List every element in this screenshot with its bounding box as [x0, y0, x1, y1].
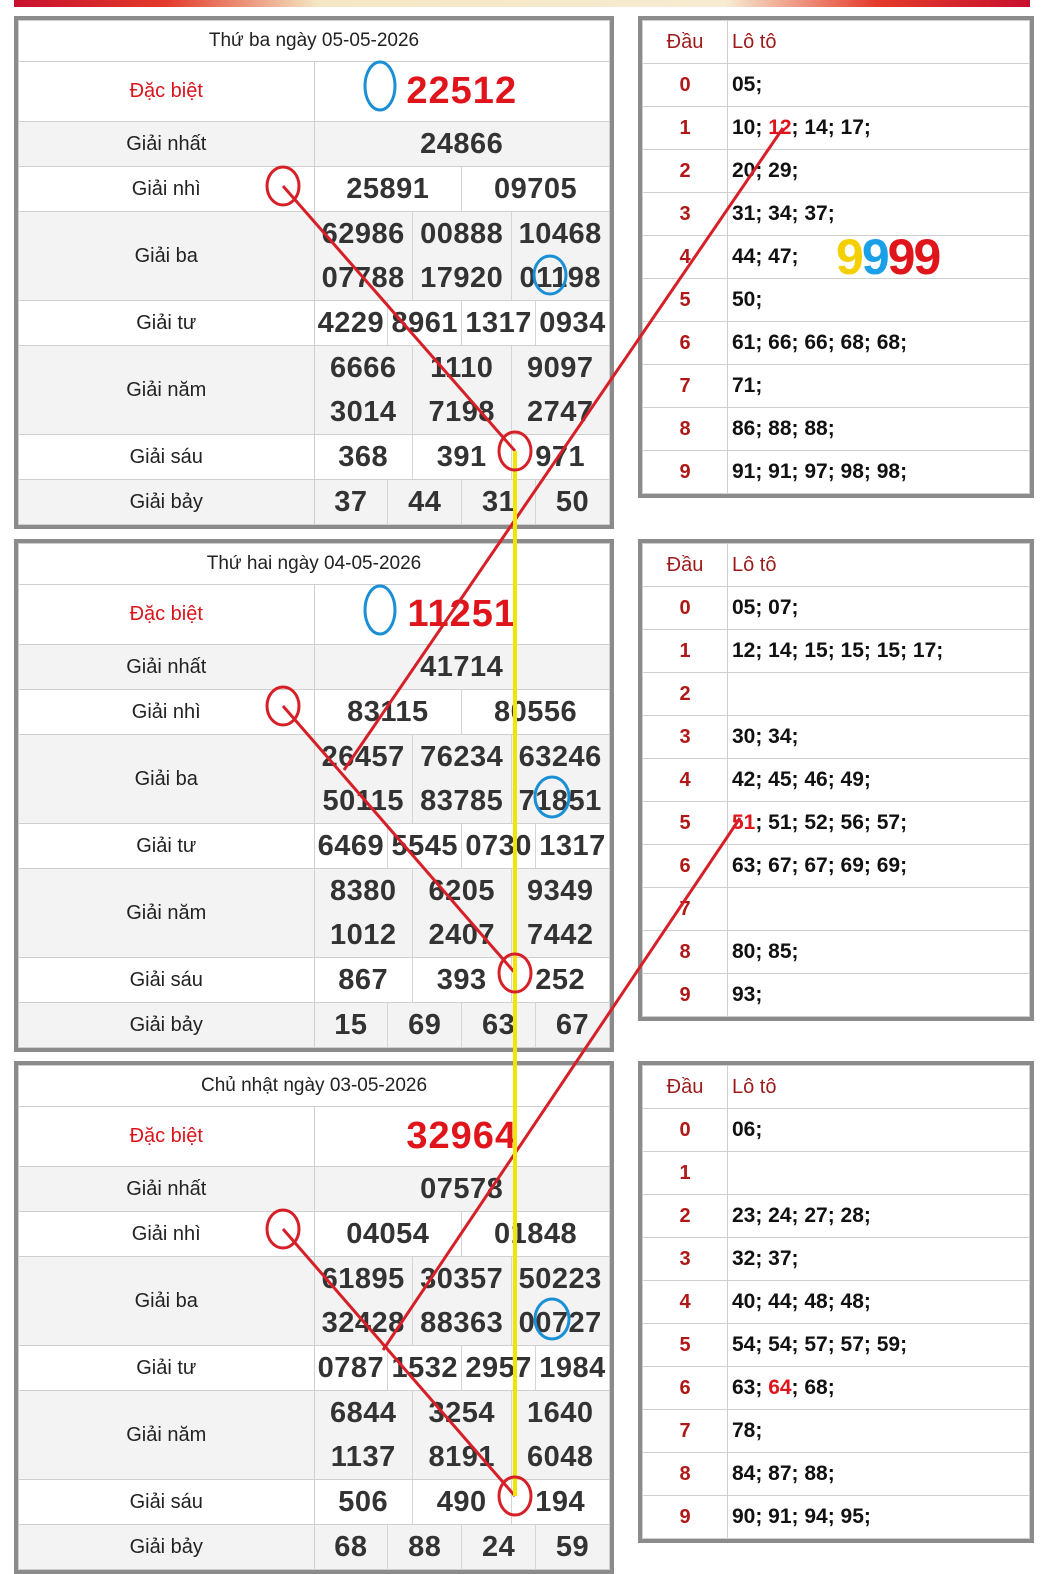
prize-label: Giải tư: [19, 301, 315, 346]
prize-number: 24: [482, 1530, 516, 1563]
loto-label: Lô tô: [728, 21, 1030, 64]
prize-number: 63246: [518, 740, 602, 773]
prize-number: 1137: [330, 1440, 396, 1473]
prize-number: 1110: [430, 351, 494, 384]
loto-head: 4: [643, 759, 728, 802]
prize-number: 6205: [428, 874, 495, 907]
prize-number: 6666: [329, 351, 397, 384]
prize-number: 7442: [526, 918, 594, 951]
prize-number: 393: [436, 963, 487, 996]
prize-number: 10468: [518, 217, 602, 250]
loto-head: 3: [643, 193, 728, 236]
prize-number: 44: [408, 485, 442, 518]
loto-head: 8: [643, 1453, 728, 1496]
loto-head: 9: [643, 1496, 728, 1539]
prize-number: 9097: [526, 351, 594, 384]
loto-values: [728, 1152, 1030, 1195]
prize-number: 71851: [518, 784, 602, 817]
prize-label: Giải năm: [19, 346, 315, 435]
loto-values: 86; 88; 88;: [728, 408, 1030, 451]
prize-number: 0787: [317, 1351, 385, 1384]
loto-head: 1: [643, 630, 728, 673]
loto-values: 84; 87; 88;: [728, 1453, 1030, 1496]
prize-number: 04054: [346, 1217, 430, 1250]
prize-number: 83785: [420, 784, 504, 817]
special-prize: 22512: [406, 70, 518, 112]
prize-number: 80556: [494, 695, 578, 728]
loto-head: 5: [643, 802, 728, 845]
head-label: Đầu: [643, 21, 728, 64]
prize-number: 1317: [539, 829, 606, 862]
prize-number: 5545: [391, 829, 459, 862]
loto-values: 61; 66; 66; 68; 68;: [728, 322, 1030, 365]
prize-number: 8191: [428, 1440, 495, 1473]
prize-number: 01198: [519, 261, 602, 294]
prize-number: 88: [408, 1530, 442, 1563]
results-table: [14, 1061, 614, 1574]
loto-values: 06;: [728, 1109, 1030, 1152]
prize-label: Giải nhất: [19, 645, 315, 690]
prize-number: 0730: [465, 829, 532, 862]
loto-head: 6: [643, 1367, 728, 1410]
prize-label: Giải nhì: [19, 1212, 315, 1257]
prize-label: Đặc biệt: [19, 585, 315, 645]
prize-number: 1012: [329, 918, 397, 951]
loto-values: 63; 67; 67; 69; 69;: [728, 845, 1030, 888]
prize-number: 63: [482, 1008, 516, 1041]
draw-date: Thứ hai ngày 04-05-2026: [19, 544, 610, 585]
prize-number: 252: [535, 963, 586, 996]
prize-label: Giải sáu: [19, 958, 315, 1003]
highlighted-loto: 51: [732, 811, 756, 834]
loto-values: 10; 12; 14; 17;: [728, 107, 1030, 150]
loto-head: 6: [643, 845, 728, 888]
loto-head: 3: [643, 716, 728, 759]
prize-number: 7198: [428, 395, 495, 428]
prize-label: Giải bảy: [19, 1525, 315, 1570]
prize-number: 1532: [391, 1351, 459, 1384]
loto-head: 7: [643, 1410, 728, 1453]
prize-number: 41714: [420, 650, 504, 683]
loto-head: 0: [643, 587, 728, 630]
prediction-digit: 9: [861, 229, 888, 285]
prize-label: Giải năm: [19, 869, 315, 958]
loto-values: 90; 91; 94; 95;: [728, 1496, 1030, 1539]
prize-number: 490: [436, 1485, 487, 1518]
highlighted-loto: 12: [768, 116, 792, 139]
loto-head: 0: [643, 64, 728, 107]
loto-values: 32; 37;: [728, 1238, 1030, 1281]
prize-number: 17920: [420, 261, 504, 294]
prize-number: 37: [334, 485, 368, 518]
loto-head: 3: [643, 1238, 728, 1281]
prize-number: 6048: [526, 1440, 594, 1473]
loto-values: 93;: [728, 974, 1030, 1017]
prize-number: 368: [338, 440, 389, 473]
loto-values: 80; 85;: [728, 931, 1030, 974]
prize-number: 50223: [518, 1262, 602, 1295]
loto-values: 05;: [728, 64, 1030, 107]
loto-table: [638, 1061, 1034, 1543]
special-prize: 32964: [406, 1115, 518, 1157]
prize-label: Đặc biệt: [19, 62, 315, 122]
prize-number: 867: [338, 963, 389, 996]
prize-number: 1984: [539, 1351, 606, 1384]
prize-number: 24866: [420, 127, 504, 160]
results-table: [14, 16, 614, 529]
prize-number: 07788: [321, 261, 405, 294]
prize-number: 391: [436, 440, 487, 473]
prediction-digit: 9: [913, 229, 940, 285]
loto-label: Lô tô: [728, 1066, 1030, 1109]
loto-head: 7: [643, 888, 728, 931]
loto-values: 12; 14; 15; 15; 15; 17;: [728, 630, 1030, 673]
prize-number: 01848: [494, 1217, 578, 1250]
loto-head: 4: [643, 1281, 728, 1324]
loto-values: 54; 54; 57; 57; 59;: [728, 1324, 1030, 1367]
prize-number: 8380: [329, 874, 397, 907]
prize-label: Giải ba: [19, 735, 315, 824]
prize-label: Giải sáu: [19, 1480, 315, 1525]
prize-number: 83115: [347, 695, 429, 728]
prediction-digit: 9: [887, 229, 914, 285]
prize-number: 32428: [321, 1306, 405, 1339]
prize-number: 3014: [329, 395, 397, 428]
loto-values: 30; 34;: [728, 716, 1030, 759]
prize-label: Giải bảy: [19, 1003, 315, 1048]
prize-label: Giải nhì: [19, 690, 315, 735]
prize-label: Giải ba: [19, 212, 315, 301]
prize-number: 61895: [321, 1262, 405, 1295]
loto-head: 5: [643, 279, 728, 322]
loto-values: 05; 07;: [728, 587, 1030, 630]
loto-values: 20; 29;: [728, 150, 1030, 193]
prize-number: 3254: [428, 1396, 495, 1429]
draw-date: Chủ nhật ngày 03-05-2026: [19, 1066, 610, 1107]
prize-number: 68: [334, 1530, 368, 1563]
prize-label: Giải năm: [19, 1391, 315, 1480]
prize-label: Giải nhì: [19, 167, 315, 212]
prize-number: 194: [535, 1485, 586, 1518]
loto-head: 9: [643, 451, 728, 494]
prize-number: 6844: [329, 1396, 397, 1429]
highlighted-loto: 64: [768, 1376, 792, 1399]
prize-number: 59: [555, 1530, 590, 1563]
loto-values: 50;: [728, 279, 1030, 322]
prize-number: 09705: [494, 172, 578, 205]
loto-head: 4: [643, 236, 728, 279]
loto-head: 9: [643, 974, 728, 1017]
prize-number: 25891: [346, 172, 430, 205]
prize-number: 971: [535, 440, 586, 473]
prize-number: 50: [555, 485, 590, 518]
loto-values: [728, 673, 1030, 716]
prize-number: 67: [555, 1008, 590, 1041]
loto-values: 44; 47;: [728, 236, 1030, 279]
prize-number: 15: [334, 1008, 368, 1041]
prize-number: 30357: [420, 1262, 504, 1295]
loto-values: 71;: [728, 365, 1030, 408]
prize-label: Đặc biệt: [19, 1107, 315, 1167]
prize-label: Giải tư: [19, 1346, 315, 1391]
site-banner: [14, 0, 1030, 7]
prize-number: 26457: [321, 740, 405, 773]
head-label: Đầu: [643, 1066, 728, 1109]
prize-label: Giải tư: [19, 824, 315, 869]
prize-label: Giải nhất: [19, 122, 315, 167]
loto-label: Lô tô: [728, 544, 1030, 587]
prize-number: 62986: [321, 217, 405, 250]
loto-head: 0: [643, 1109, 728, 1152]
loto-head: 8: [643, 408, 728, 451]
special-prize: 11251: [407, 593, 517, 635]
prize-number: 1317: [465, 306, 532, 339]
prize-number: 0934: [539, 306, 606, 339]
prize-label: Giải nhất: [19, 1167, 315, 1212]
prize-number: 8961: [391, 306, 459, 339]
prize-number: 4229: [317, 306, 385, 339]
loto-head: 2: [643, 1195, 728, 1238]
loto-values: [728, 888, 1030, 931]
prize-number: 9349: [526, 874, 594, 907]
loto-table: [638, 539, 1034, 1021]
head-label: Đầu: [643, 544, 728, 587]
loto-head: 8: [643, 931, 728, 974]
prize-number: 31: [482, 485, 516, 518]
loto-head: 2: [643, 673, 728, 716]
prize-number: 2407: [428, 918, 495, 951]
loto-values: 91; 91; 97; 98; 98;: [728, 451, 1030, 494]
prediction-number: [836, 228, 939, 286]
draw-date: Thứ ba ngày 05-05-2026: [19, 21, 610, 62]
loto-values: 78;: [728, 1410, 1030, 1453]
results-table: [14, 539, 614, 1052]
prize-number: 07578: [420, 1172, 504, 1205]
prize-label: Giải ba: [19, 1257, 315, 1346]
prize-number: 506: [338, 1485, 389, 1518]
loto-values: 42; 45; 46; 49;: [728, 759, 1030, 802]
prize-number: 88363: [420, 1306, 504, 1339]
loto-head: 5: [643, 1324, 728, 1367]
prize-number: 00727: [518, 1306, 602, 1339]
prize-number: 1640: [526, 1396, 594, 1429]
prize-number: 69: [408, 1008, 442, 1041]
loto-values: 63; 64; 68;: [728, 1367, 1030, 1410]
loto-values: 40; 44; 48; 48;: [728, 1281, 1030, 1324]
loto-head: 1: [643, 1152, 728, 1195]
loto-head: 7: [643, 365, 728, 408]
loto-head: 2: [643, 150, 728, 193]
prize-number: 6469: [317, 829, 385, 862]
loto-values: 31; 34; 37;: [728, 193, 1030, 236]
prize-label: Giải bảy: [19, 480, 315, 525]
prize-number: 00888: [420, 217, 504, 250]
loto-head: 6: [643, 322, 728, 365]
prediction-digit: 9: [836, 229, 862, 285]
prize-number: 76234: [420, 740, 504, 773]
loto-values: 23; 24; 27; 28;: [728, 1195, 1030, 1238]
loto-head: 1: [643, 107, 728, 150]
loto-values: 51; 51; 52; 56; 57;: [728, 802, 1030, 845]
prize-number: 50115: [322, 784, 405, 817]
prize-label: Giải sáu: [19, 435, 315, 480]
prize-number: 2957: [465, 1351, 532, 1384]
prize-number: 2747: [526, 395, 594, 428]
